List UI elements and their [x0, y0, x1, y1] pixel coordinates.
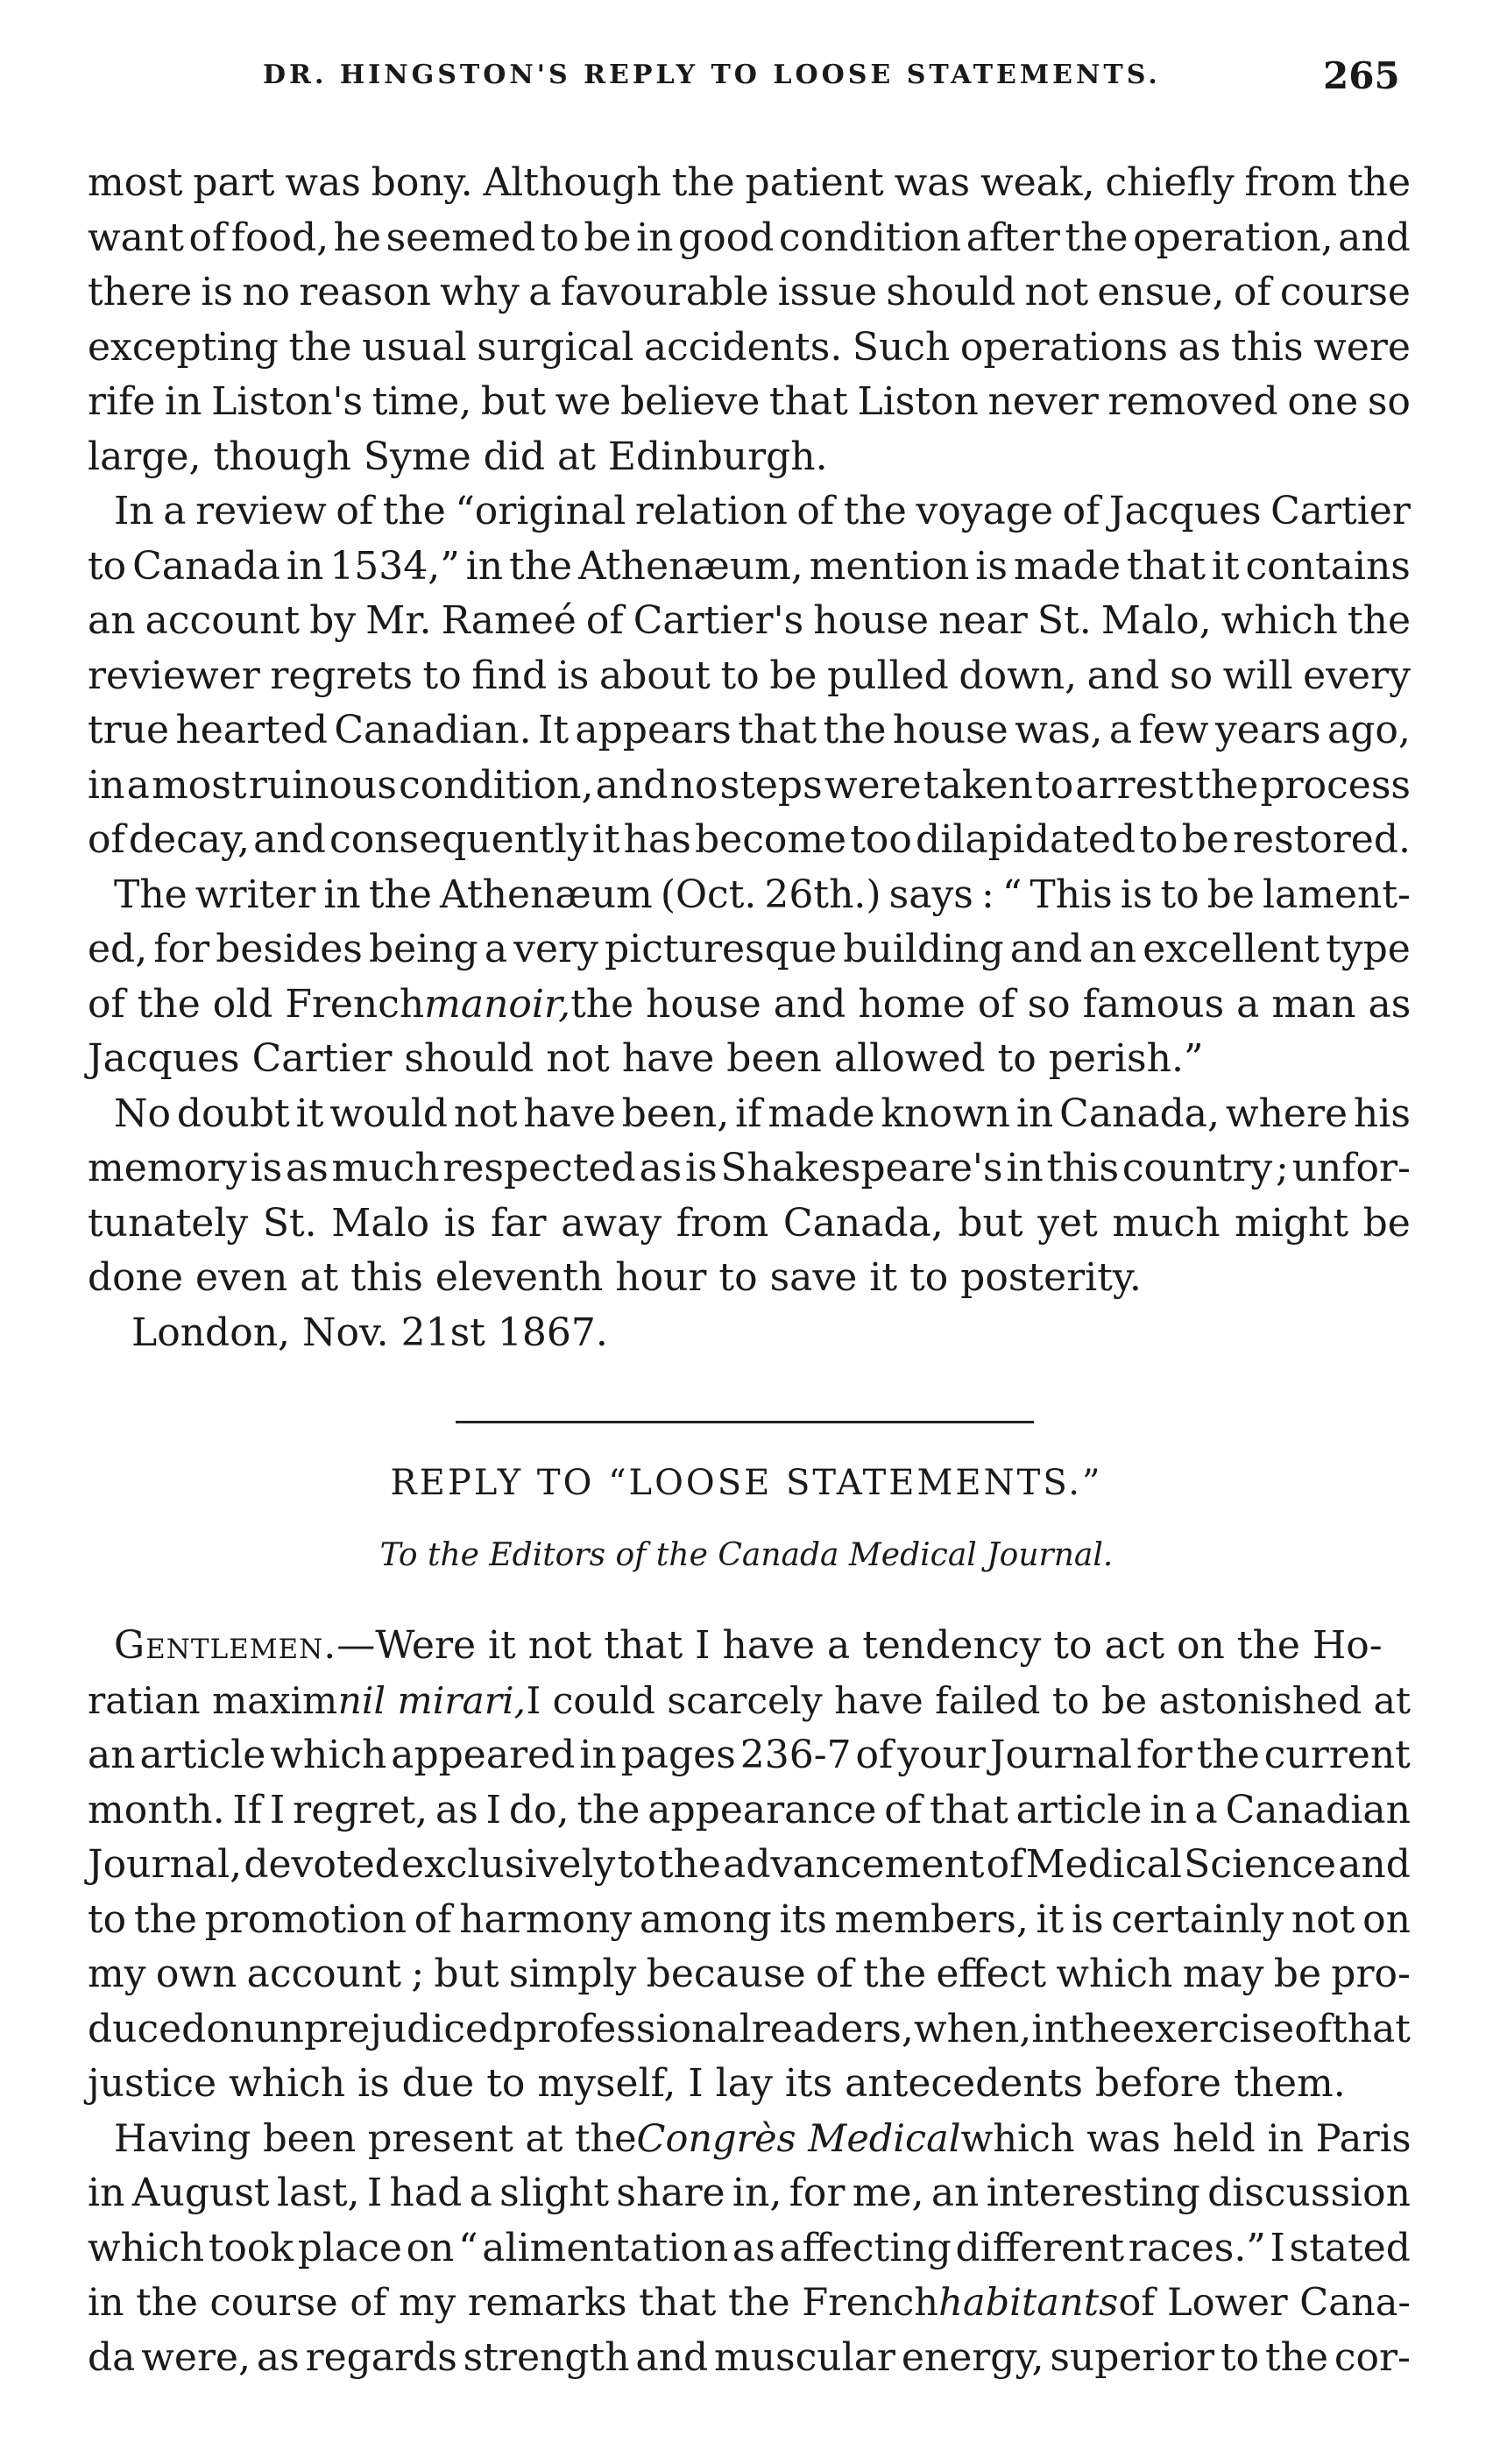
text-line: month. If I regret, as I do, the appearance of that article in a Canadian: [88, 1787, 1411, 1832]
text-line: which took place on “ alimentation as affecting different races.” I stated: [88, 2225, 1411, 2270]
emphasis-habitants: habitants: [938, 2281, 1119, 2325]
emphasis-nil-mirari: nil mirari,: [337, 1678, 527, 1722]
text-line: ratian maxim nil mirari, I could scarcely have failed to be astonished at: [88, 1674, 1411, 1729]
text-line: of decay, and consequently it has become too dilapidated to be restored.: [88, 817, 1411, 862]
text-line: true hearted Canadian. It appears that the house was, a few years ago,: [88, 708, 1411, 752]
text-line: an account by Mr. Rameé of Cartier's house near St. Malo, which the: [88, 598, 1411, 643]
text-line: in August last, I had a slight share in, for me, an interesting discussion: [88, 2171, 1411, 2215]
text-line: want of food, he seemed to be in good condition after the operation, and: [88, 215, 1411, 260]
salutation: Gentlemen.: [114, 1623, 337, 1668]
text-line: large, though Syme did at Edinburgh.: [88, 434, 828, 479]
text-line: my own account ; but simply because of the effect which may be pro-: [88, 1952, 1411, 1996]
text-line: da were, as regards strength and muscular energy, superior to the cor-: [88, 2334, 1411, 2380]
text-line: to Canada in 1534,” in the Athenæum, mention is made that it contains: [88, 543, 1411, 589]
text-line: there is no reason why a favourable issue should not ensue, of course: [88, 270, 1411, 314]
page-number: 265: [1323, 54, 1400, 97]
text-line: The writer in the Athenæum (Oct. 26th.) says : “ This is to be lament-: [114, 872, 1411, 917]
text-line: memory is as much respected as is Shakespeare's in this country ; unfor-: [88, 1146, 1411, 1190]
text-line: of the old French manoir, the house and home of so famous a man as: [88, 978, 1411, 1033]
text-line: reviewer regrets to find is about to be pulled down, and so will every: [88, 653, 1411, 698]
letter-body: [88, 1619, 1411, 2385]
section-divider: [456, 1421, 1034, 1423]
text-line: an article which appeared in pages 236-7 of your Journal for the current: [88, 1733, 1411, 1777]
emphasis-congres-medical: Congrès Medical: [636, 2116, 961, 2161]
emphasis-manoir: manoir,: [424, 981, 571, 1027]
text-line: Jacques Cartier should not have been allowed to perish.”: [88, 1036, 1204, 1081]
text-line: duced on unprejudiced professional readers, when, in the exercise of that: [88, 2006, 1411, 2051]
text-line: Journal, devoted exclusively to the advancement of Medical Science and: [88, 1842, 1411, 1887]
section-subheading: To the Editors of the Canada Medical Journal.: [379, 1537, 1114, 1573]
text-line: to the promotion of harmony among its members, it is certainly not on: [88, 1896, 1411, 1942]
section-heading: REPLY TO “LOOSE STATEMENTS.”: [390, 1463, 1103, 1503]
text-line: tunately St. Malo is far away from Canada, but yet much might be: [88, 1200, 1411, 1246]
article-continuation: [88, 156, 1411, 1360]
text-line: In a review of the “original relation of the voyage of Jacques Cartier: [114, 489, 1411, 533]
text-line: Having been present at the Congrès Medical which was held in Paris: [88, 2112, 1411, 2167]
text-line: No doubt it would not have been, if made known in Canada, where his: [114, 1091, 1411, 1136]
text-line: rife in Liston's time, but we believe that Liston never removed one so: [88, 379, 1411, 424]
text-line: justice which is due to myself, I lay its antecedents before them.: [88, 2061, 1346, 2106]
dateline: London, Nov. 21st 1867.: [131, 1310, 608, 1355]
text-line: in the course of my remarks that the French habitants of Lower Cana-: [88, 2276, 1411, 2331]
text-line: excepting the usual surgical accidents. Such operations as this were: [88, 324, 1411, 370]
running-head: DR. HINGSTON'S REPLY TO LOOSE STATEMENTS.: [263, 60, 1161, 90]
text-line: Gentlemen.—Were it not that I have a tendency to act on the Ho-: [114, 1623, 1383, 1668]
text-line: in a most ruinous condition, and no steps were taken to arrest the process: [88, 762, 1411, 808]
text-line: done even at this eleventh hour to save it to posterity.: [88, 1255, 1142, 1300]
text-line: ed, for besides being a very picturesque building and an excellent type: [88, 927, 1411, 971]
text-line: most part was bony. Although the patient was weak, chiefly from the: [88, 160, 1411, 205]
